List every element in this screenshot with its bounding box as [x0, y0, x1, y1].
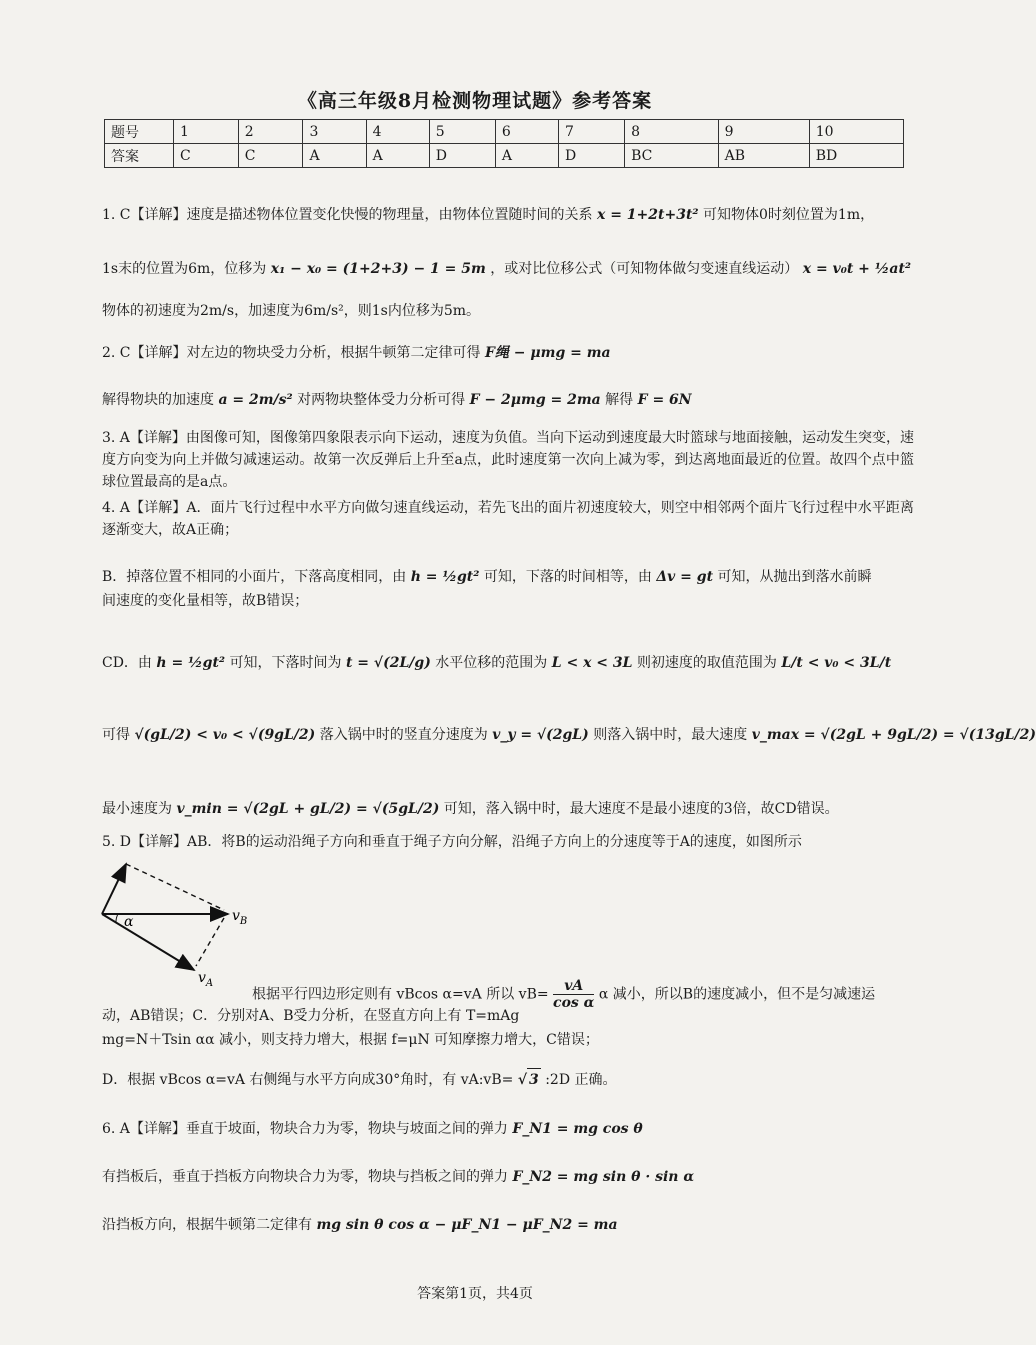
formula: h = ½gt²: [156, 655, 226, 671]
text: 可知物体0时刻位置为1m，: [703, 207, 875, 223]
formula: x₁ − x₀ = (1+2+3) − 1 = 5m: [270, 261, 486, 277]
table-header-cell: 题号: [105, 120, 174, 144]
q4-line-min: [102, 798, 914, 820]
formula: x = v₀t + ½at²: [802, 261, 912, 277]
table-cell: A: [303, 144, 366, 168]
formula: √ 3: [518, 1072, 541, 1088]
text: 1. C【详解】速度是描述物体位置变化快慢的物理量，由物体位置随时间的关系: [102, 207, 593, 223]
text: 水平位移的范围为: [435, 655, 548, 671]
q5-line-4: mg=N＋Tsin αα 减小，则支持力增大，根据 f=μN 可知摩擦力增大，C错误；: [102, 1032, 599, 1048]
q5-line-5: [102, 1068, 914, 1091]
text: 2. C【详解】对左边的物块受力分析，根据牛顿第二定律可得: [102, 345, 481, 361]
text: 可得: [102, 727, 130, 743]
text: CD．由: [102, 655, 152, 671]
text: 可知，下落的时间相等，由: [483, 569, 652, 585]
table-cell: 6: [495, 120, 558, 144]
table-cell: C: [238, 144, 303, 168]
va-label: $v_A$: [198, 970, 214, 989]
text: 解得物块的加速度: [102, 392, 214, 408]
formula: F_N1 = mg cos θ: [512, 1121, 643, 1137]
text: 沿挡板方向，根据牛顿第二定律有: [102, 1217, 312, 1233]
table-cell: BC: [625, 144, 719, 168]
formula: L/t < v₀ < 3L/t: [781, 655, 892, 671]
table-row-answers: [105, 144, 904, 168]
q5-line-1: 5. D【详解】AB．将B的运动沿绳子方向和垂直于绳子方向分解，沿绳子方向上的分速度等于A的速度，如图所示: [102, 834, 802, 850]
table-cell: D: [429, 144, 495, 168]
text: 6. A【详解】垂直于坡面，物块合力为零，物块与坡面之间的弹力: [102, 1121, 508, 1137]
dashed-line: [126, 864, 224, 910]
text: B．掉落位置不相同的小面片，下落高度相同，由: [102, 569, 407, 585]
text: α 减小，所以B的速度减小，但不是匀减速运: [598, 986, 876, 1003]
formula: Δv = gt: [656, 569, 714, 585]
table-cell: 2: [238, 120, 303, 144]
text: D．根据 vBcos α=vA 右侧绳与水平方向成30°角时，有 vA:vB=: [102, 1072, 514, 1088]
table-row-numbers: [105, 120, 904, 144]
table-cell: BD: [809, 144, 903, 168]
fraction: $\frac{vA}{\text{cos α}}$: [553, 978, 595, 1011]
table-header-cell: 答案: [105, 144, 174, 168]
q3-paragraph: 3. A【详解】由图像可知，图像第四象限表示向下运动，速度为负值。当向下运动到速度最大时篮球与地面接触，运动发生突变，速度方向变为向上并做匀减速运动。故第一次反弹后上升至a点，此时速度第一次向上减为零，到达离地面最近的位置。故四个点中篮球位置最高的是a点。: [102, 430, 914, 490]
q6-line-1: [102, 1118, 914, 1140]
q4-option-b-line-1: [102, 566, 914, 588]
formula: F = 6N: [637, 392, 692, 408]
q4-line-range: [102, 724, 1036, 746]
table-cell: 1: [174, 120, 239, 144]
formula: a = 2m/s²: [218, 392, 293, 408]
formula: mg sin θ cos α − μF_N1 − μF_N2 = ma: [316, 1217, 618, 1233]
table-cell: AB: [718, 144, 809, 168]
page-footer: 答案第1页，共4页: [417, 1286, 533, 1302]
text: 可知，下落时间为: [229, 655, 342, 671]
q1-line-2: [102, 258, 914, 280]
q4-option-cd-line-1: [102, 652, 914, 674]
dashed-line: [196, 918, 224, 966]
answer-table: [104, 119, 904, 168]
angle-arc: [116, 914, 118, 922]
table-cell: 7: [558, 120, 624, 144]
formula: L < x < 3L: [551, 655, 633, 671]
text: 则初速度的取值范围为: [636, 655, 777, 671]
table-cell: 9: [718, 120, 809, 144]
text: 可知，落入锅中时，最大速度不是最小速度的3倍，故CD错误。: [443, 801, 839, 817]
text: 则落入锅中时，最大速度: [593, 727, 748, 743]
formula: t = √(2L/g): [345, 655, 431, 671]
q2-line-2: [102, 389, 914, 411]
text: 解得: [605, 392, 634, 408]
q5-line-3: 动，AB错误；C．分别对A、B受力分析，在竖直方向上有 T=mAg: [102, 1008, 520, 1024]
page-title: 《高三年级8月检测物理试题》参考答案: [297, 90, 653, 112]
table-cell: 5: [429, 120, 495, 144]
table-cell: 4: [366, 120, 429, 144]
table-cell: A: [366, 144, 429, 168]
q1-line-3: 物体的初速度为2m/s，加速度为6m/s²，则1s内位移为5m。: [102, 303, 481, 319]
formula: v_max = √(2gL + 9gL/2) = √(13gL/2): [751, 727, 1036, 743]
table-cell: 10: [809, 120, 903, 144]
text: 1s末的位置为6m，位移为: [102, 261, 267, 277]
q4-option-b-line-2: 间速度的变化量相等，故B错误；: [102, 593, 309, 609]
vector-perpendicular: [102, 864, 126, 914]
text: ，或对比位移公式（可知物体做匀变速直线运动）: [490, 261, 799, 277]
formula: h = ½gt²: [410, 569, 480, 585]
table-cell: A: [495, 144, 558, 168]
formula: x = 1+2t+3t²: [596, 207, 699, 223]
text: 最小速度为: [102, 801, 172, 817]
text: 有挡板后，垂直于挡板方向物块合力为零，物块与挡板之间的弹力: [102, 1169, 508, 1185]
q1-line-1: [102, 204, 914, 226]
formula: F_N2 = mg sin θ · sin α: [512, 1169, 695, 1185]
table-cell: D: [558, 144, 624, 168]
text: 根据平行四边形定则有 vBcos α=vA 所以 vB=: [252, 986, 549, 1003]
q4-option-a: 4. A【详解】A．面片飞行过程中水平方向做匀速直线运动，若先飞出的面片初速度较大，则空中相邻两个面片飞行过程中水平距离逐渐变大，故A正确；: [102, 500, 914, 538]
text: 可知，从抛出到落水前瞬: [717, 569, 872, 585]
alpha-label: α: [124, 914, 134, 930]
table-cell: C: [174, 144, 239, 168]
table-cell: 8: [625, 120, 719, 144]
text: :2D 正确。: [545, 1072, 617, 1088]
formula: √(gL/2) < v₀ < √(9gL/2): [134, 727, 316, 743]
vb-label: $v_B$: [232, 908, 248, 927]
formula: v_min = √(2gL + gL/2) = √(5gL/2): [176, 801, 440, 817]
q6-line-2: [102, 1166, 914, 1188]
text: 落入锅中时的竖直分速度为: [319, 727, 488, 743]
vector-va: [102, 914, 194, 970]
velocity-decomposition-diagram: [96, 858, 266, 988]
table-cell: 3: [303, 120, 366, 144]
formula: v_y = √(2gL): [492, 727, 589, 743]
formula: F − 2μmg = 2ma: [469, 392, 601, 408]
formula: F绳 − μmg = ma: [484, 345, 611, 361]
q2-line-1: [102, 342, 914, 364]
text: 对两物块整体受力分析可得: [297, 392, 466, 408]
q6-line-3: [102, 1214, 914, 1236]
